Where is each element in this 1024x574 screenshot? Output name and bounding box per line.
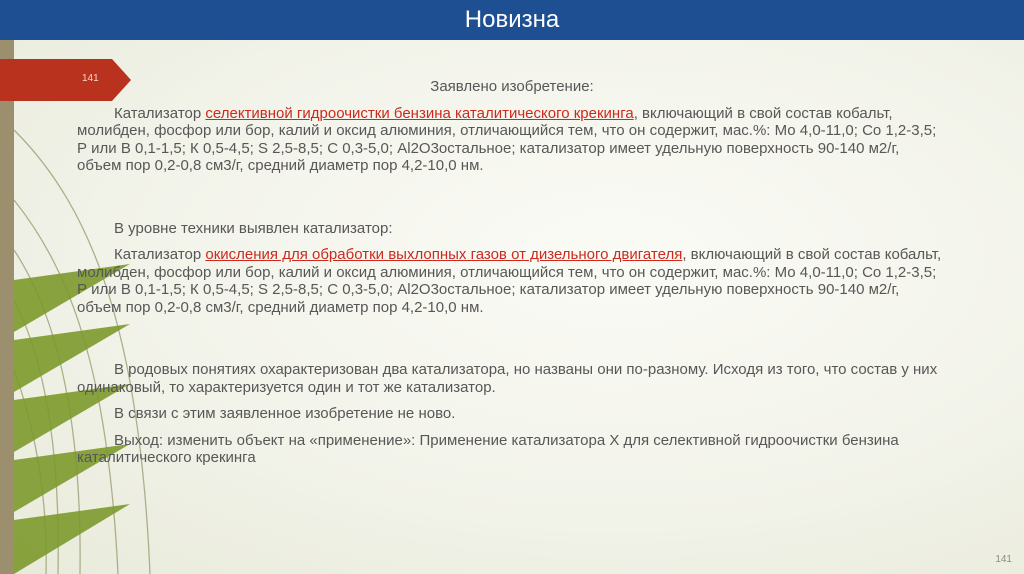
content [77, 78, 947, 467]
tab-number: 141 [82, 73, 99, 84]
slide-title: Новизна [464, 6, 560, 33]
generic-concepts-text: В родовых понятиях охарактеризован два катализатора, но названы они по-разному. Исходя из того, что состав у них одинаковый, то характеризуется один и тот же катализатор. [77, 361, 938, 396]
left-strip [0, 40, 14, 574]
page-number: 141 [995, 554, 1012, 565]
highlight-selective-hydrotreating: селективной гидроочистки бензина каталитического крекинга [205, 104, 634, 122]
conclusion-text: В связи с этим заявленное изобретение не ново. [114, 405, 456, 422]
arrow-shape-5 [14, 504, 130, 574]
prior-art-heading: В уровне техники выявлен катализатор: [114, 219, 393, 237]
solution-text: Выход: изменить объект на «применение»: Применение катализатора Х для селективной гидроочистки бензина каталитического крекинга [77, 431, 899, 466]
claimed-invention-heading: Заявлено изобретение: [430, 78, 594, 95]
highlight-diesel-oxidation: окисления для обработки выхлопных газов от дизельного двигателя [205, 246, 683, 263]
prior-art-text: Катализатор окисления для обработки выхлопных газов от дизельного двигателя, включающий в свой состав кобальт, молибден, фосфор или бор, калий и оксид алюминия, отличающийся тем, что он содержит, мас.%: Мо 4,0-11,0; Со 1,2-3,5; Р или В 0,1-1,5; К 0,5-4,5; S 2,5-8,5; С 0,3-5,0; Al2O3остальное; катализатор имеет удельную поверхность 90-140 м2/г, объем пор 0,2-0,8 см3/г, средний диаметр пор 4,2-10,0 нм. [77, 246, 942, 316]
claimed-invention-text: Катализатор селективной гидроочистки бензина каталитического крекинга, включающий в свой состав кобальт, молибден, фосфор или бор, калий и оксид алюминия, отличающийся тем, что он содержит, мас.%: Мо 4,0-11,0; Со 1,2-3,5; Р или В 0,1-1,5; К 0,5-4,5; S 2,5-8,5; С 0,3-5,0; Al2O3остальное; катализатор имеет удельную поверхность 90-140 м2/г, объем пор 0,2-0,8 см3/г, средний диаметр пор 4,2-10,0 нм. [77, 104, 937, 174]
title-bar [0, 0, 1024, 40]
